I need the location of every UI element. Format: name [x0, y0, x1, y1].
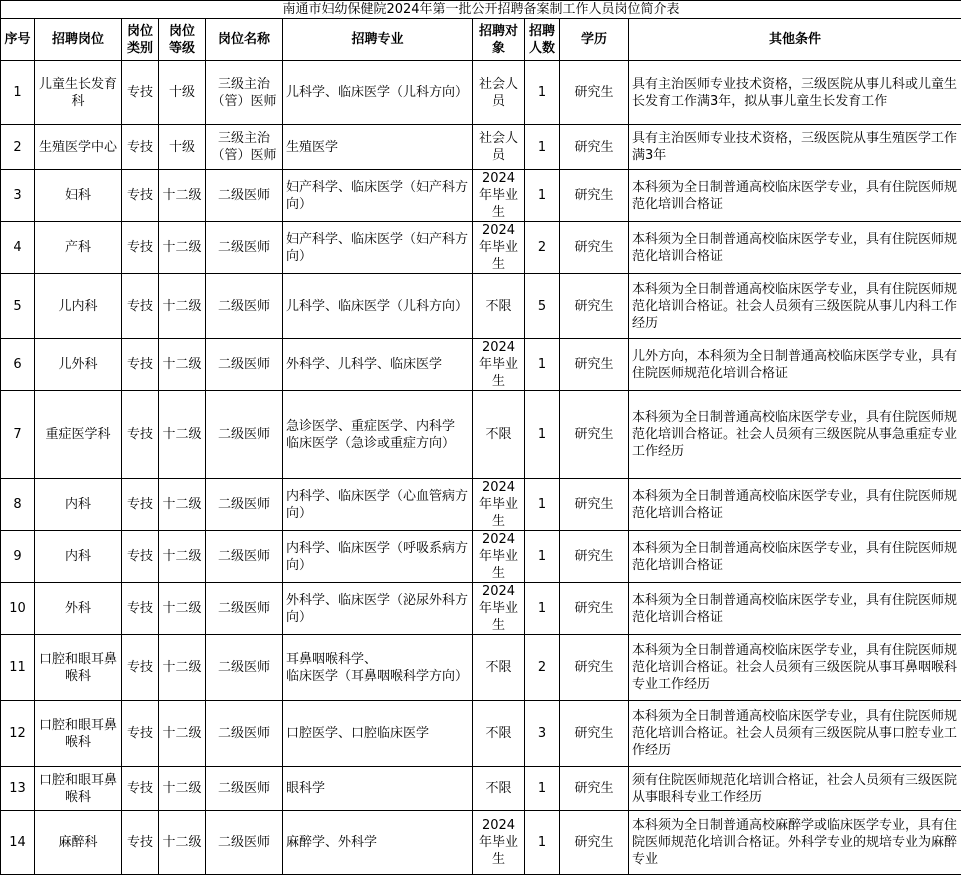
cell-count: 3 — [525, 701, 560, 767]
cell-edu: 研究生 — [560, 339, 629, 391]
header-count: 招聘 人数 — [525, 19, 560, 61]
cell-no: 3 — [1, 170, 35, 222]
cell-major: 外科学、临床医学（泌尿外科方向） — [283, 583, 473, 635]
cell-edu: 研究生 — [560, 391, 629, 479]
cell-no: 10 — [1, 583, 35, 635]
cell-target: 社会人员 — [473, 125, 525, 170]
cell-post: 二级医师 — [206, 222, 283, 274]
cell-major: 耳鼻咽喉科学、 临床医学（耳鼻咽喉科学方向） — [283, 635, 473, 701]
cell-dept: 麻醉科 — [35, 811, 122, 875]
cell-dept: 外科 — [35, 583, 122, 635]
cell-edu: 研究生 — [560, 170, 629, 222]
table-body — [1, 61, 961, 875]
cell-no: 5 — [1, 274, 35, 339]
cell-major: 妇产科学、临床医学（妇产科方向） — [283, 170, 473, 222]
cell-type: 专技 — [122, 170, 159, 222]
cell-post: 二级医师 — [206, 583, 283, 635]
cell-no: 12 — [1, 701, 35, 767]
table-row — [1, 701, 961, 767]
cell-target: 2024年毕业生 — [473, 531, 525, 583]
cell-other: 本科须为全日制普通高校临床医学专业，具有住院医师规范化培训合格证。社会人员须有三级医院从事儿内科工作经历 — [629, 274, 961, 339]
cell-target: 不限 — [473, 701, 525, 767]
cell-post: 二级医师 — [206, 531, 283, 583]
cell-target: 不限 — [473, 767, 525, 811]
cell-no: 4 — [1, 222, 35, 274]
header-target: 招聘对 象 — [473, 19, 525, 61]
cell-no: 9 — [1, 531, 35, 583]
table-row — [1, 767, 961, 811]
cell-target: 2024年毕业生 — [473, 811, 525, 875]
cell-dept: 产科 — [35, 222, 122, 274]
cell-other: 本科须为全日制普通高校麻醉学或临床医学专业，具有住院医师规范化培训合格证。外科学专业的规培专业为麻醉专业 — [629, 811, 961, 875]
cell-count: 1 — [525, 61, 560, 125]
table-row — [1, 811, 961, 875]
cell-count: 1 — [525, 767, 560, 811]
cell-type: 专技 — [122, 701, 159, 767]
header-edu: 学历 — [560, 19, 629, 61]
cell-target: 2024年毕业生 — [473, 339, 525, 391]
cell-type: 专技 — [122, 274, 159, 339]
cell-grade: 十二级 — [159, 222, 206, 274]
header-post: 岗位名称 — [206, 19, 283, 61]
cell-other: 本科须为全日制普通高校临床医学专业，具有住院医师规范化培训合格证。社会人员须有三级医院从事急重症专业工作经历 — [629, 391, 961, 479]
cell-other: 本科须为全日制普通高校临床医学专业，具有住院医师规范化培训合格证。社会人员须有三级医院从事口腔专业工作经历 — [629, 701, 961, 767]
cell-dept: 妇科 — [35, 170, 122, 222]
table-row — [1, 583, 961, 635]
cell-other: 须有住院医师规范化培训合格证，社会人员须有三级医院从事眼科专业工作经历 — [629, 767, 961, 811]
cell-type: 专技 — [122, 531, 159, 583]
cell-dept: 儿童生长发育科 — [35, 61, 122, 125]
cell-dept: 生殖医学中心 — [35, 125, 122, 170]
cell-count: 1 — [525, 479, 560, 531]
cell-post: 二级医师 — [206, 701, 283, 767]
cell-type: 专技 — [122, 222, 159, 274]
cell-grade: 十二级 — [159, 274, 206, 339]
cell-other: 本科须为全日制普通高校临床医学专业，具有住院医师规范化培训合格证 — [629, 170, 961, 222]
cell-other: 具有主治医师专业技术资格，三级医院从事生殖医学工作满3年 — [629, 125, 961, 170]
cell-grade: 十二级 — [159, 701, 206, 767]
cell-edu: 研究生 — [560, 61, 629, 125]
cell-post: 二级医师 — [206, 479, 283, 531]
cell-major: 口腔医学、口腔临床医学 — [283, 701, 473, 767]
table-row — [1, 531, 961, 583]
cell-other: 本科须为全日制普通高校临床医学专业，具有住院医师规范化培训合格证 — [629, 583, 961, 635]
cell-edu: 研究生 — [560, 222, 629, 274]
cell-major: 内科学、临床医学（呼吸系病方向） — [283, 531, 473, 583]
cell-other: 本科须为全日制普通高校临床医学专业，具有住院医师规范化培训合格证 — [629, 222, 961, 274]
cell-no: 11 — [1, 635, 35, 701]
cell-grade: 十二级 — [159, 479, 206, 531]
cell-post: 二级医师 — [206, 635, 283, 701]
table-row — [1, 125, 961, 170]
cell-count: 1 — [525, 583, 560, 635]
cell-type: 专技 — [122, 635, 159, 701]
cell-dept: 内科 — [35, 531, 122, 583]
table-title: 南通市妇幼保健院2024年第一批公开招聘备案制工作人员岗位简介表 — [1, 1, 961, 19]
cell-major: 外科学、儿科学、临床医学 — [283, 339, 473, 391]
cell-type: 专技 — [122, 391, 159, 479]
cell-no: 13 — [1, 767, 35, 811]
cell-edu: 研究生 — [560, 479, 629, 531]
cell-edu: 研究生 — [560, 274, 629, 339]
cell-grade: 十二级 — [159, 391, 206, 479]
table-row — [1, 339, 961, 391]
cell-edu: 研究生 — [560, 531, 629, 583]
cell-post: 三级主治（管）医师 — [206, 61, 283, 125]
cell-other: 本科须为全日制普通高校临床医学专业，具有住院医师规范化培训合格证。社会人员须有三级医院从事耳鼻咽喉科专业工作经历 — [629, 635, 961, 701]
cell-post: 二级医师 — [206, 767, 283, 811]
cell-grade: 十二级 — [159, 339, 206, 391]
table-row — [1, 274, 961, 339]
cell-count: 5 — [525, 274, 560, 339]
cell-post: 三级主治（管）医师 — [206, 125, 283, 170]
cell-post: 二级医师 — [206, 274, 283, 339]
cell-grade: 十二级 — [159, 767, 206, 811]
cell-post: 二级医师 — [206, 339, 283, 391]
header-no: 序号 — [1, 19, 35, 61]
cell-dept: 内科 — [35, 479, 122, 531]
cell-major: 生殖医学 — [283, 125, 473, 170]
table-row — [1, 479, 961, 531]
cell-major: 儿科学、临床医学（儿科方向） — [283, 61, 473, 125]
cell-count: 1 — [525, 125, 560, 170]
cell-no: 14 — [1, 811, 35, 875]
table-row — [1, 61, 961, 125]
cell-count: 2 — [525, 222, 560, 274]
cell-target: 社会人员 — [473, 61, 525, 125]
cell-post: 二级医师 — [206, 391, 283, 479]
cell-grade: 十级 — [159, 61, 206, 125]
cell-edu: 研究生 — [560, 701, 629, 767]
cell-other: 儿外方向，本科须为全日制普通高校临床医学专业，具有住院医师规范化培训合格证 — [629, 339, 961, 391]
table-row — [1, 635, 961, 701]
cell-type: 专技 — [122, 767, 159, 811]
cell-post: 二级医师 — [206, 811, 283, 875]
cell-post: 二级医师 — [206, 170, 283, 222]
cell-grade: 十二级 — [159, 170, 206, 222]
cell-dept: 儿内科 — [35, 274, 122, 339]
cell-grade: 十二级 — [159, 635, 206, 701]
cell-dept: 口腔和眼耳鼻喉科 — [35, 635, 122, 701]
cell-dept: 重症医学科 — [35, 391, 122, 479]
cell-major: 急诊医学、重症医学、内科学 临床医学（急诊或重症方向） — [283, 391, 473, 479]
cell-count: 1 — [525, 811, 560, 875]
cell-type: 专技 — [122, 61, 159, 125]
cell-type: 专技 — [122, 339, 159, 391]
cell-target: 不限 — [473, 274, 525, 339]
cell-target: 不限 — [473, 635, 525, 701]
cell-no: 8 — [1, 479, 35, 531]
table-row — [1, 391, 961, 479]
cell-no: 7 — [1, 391, 35, 479]
cell-count: 2 — [525, 635, 560, 701]
cell-count: 1 — [525, 339, 560, 391]
cell-target: 2024年毕业生 — [473, 479, 525, 531]
cell-edu: 研究生 — [560, 583, 629, 635]
cell-major: 妇产科学、临床医学（妇产科方向） — [283, 222, 473, 274]
cell-type: 专技 — [122, 583, 159, 635]
cell-type: 专技 — [122, 125, 159, 170]
cell-grade: 十二级 — [159, 531, 206, 583]
cell-dept: 口腔和眼耳鼻喉科 — [35, 701, 122, 767]
cell-type: 专技 — [122, 479, 159, 531]
cell-no: 2 — [1, 125, 35, 170]
cell-target: 2024年毕业生 — [473, 170, 525, 222]
cell-major: 内科学、临床医学（心血管病方向） — [283, 479, 473, 531]
header-type: 岗位 类别 — [122, 19, 159, 61]
cell-other: 具有主治医师专业技术资格，三级医院从事儿科或儿童生长发育工作满3年，拟从事儿童生长发育工作 — [629, 61, 961, 125]
cell-edu: 研究生 — [560, 767, 629, 811]
cell-grade: 十二级 — [159, 811, 206, 875]
cell-type: 专技 — [122, 811, 159, 875]
cell-count: 1 — [525, 391, 560, 479]
table-row — [1, 222, 961, 274]
cell-edu: 研究生 — [560, 635, 629, 701]
cell-no: 1 — [1, 61, 35, 125]
cell-edu: 研究生 — [560, 125, 629, 170]
cell-grade: 十级 — [159, 125, 206, 170]
cell-count: 1 — [525, 531, 560, 583]
cell-dept: 儿外科 — [35, 339, 122, 391]
header-grade: 岗位 等级 — [159, 19, 206, 61]
cell-major: 麻醉学、外科学 — [283, 811, 473, 875]
cell-target: 2024年毕业生 — [473, 222, 525, 274]
cell-other: 本科须为全日制普通高校临床医学专业，具有住院医师规范化培训合格证 — [629, 531, 961, 583]
cell-other: 本科须为全日制普通高校临床医学专业，具有住院医师规范化培训合格证 — [629, 479, 961, 531]
cell-target: 不限 — [473, 391, 525, 479]
table-row — [1, 170, 961, 222]
cell-major: 眼科学 — [283, 767, 473, 811]
header-dept: 招聘岗位 — [35, 19, 122, 61]
cell-count: 1 — [525, 170, 560, 222]
cell-target: 2024年毕业生 — [473, 583, 525, 635]
cell-edu: 研究生 — [560, 811, 629, 875]
header-other: 其他条件 — [629, 19, 961, 61]
cell-grade: 十二级 — [159, 583, 206, 635]
cell-no: 6 — [1, 339, 35, 391]
cell-major: 儿科学、临床医学（儿科方向） — [283, 274, 473, 339]
header-major: 招聘专业 — [283, 19, 473, 61]
cell-dept: 口腔和眼耳鼻喉科 — [35, 767, 122, 811]
